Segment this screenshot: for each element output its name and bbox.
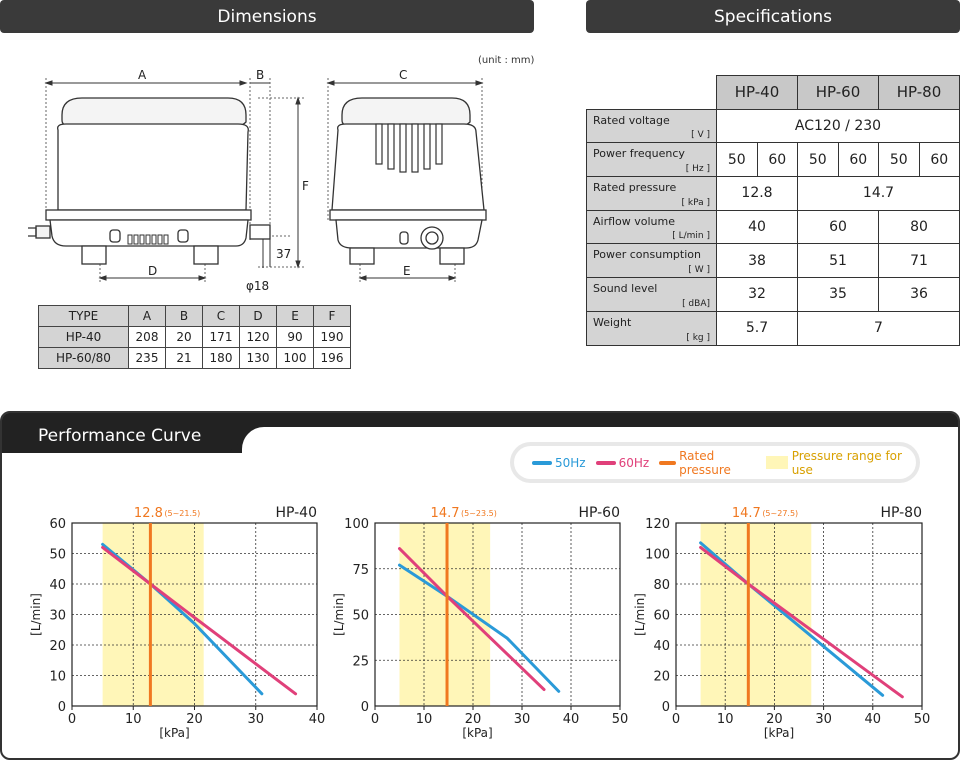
dimensions-header	[0, 0, 534, 33]
spec-unit: [ W ]	[688, 265, 710, 276]
dim-value-cell: 235	[129, 348, 166, 369]
table-row	[587, 177, 960, 211]
dim-value-cell: 100	[277, 348, 314, 369]
dim-value-cell: 180	[203, 348, 240, 369]
spec-value-cell: 7	[798, 311, 960, 345]
spec-value-cell: 12.8	[717, 177, 798, 211]
spec-value-cell: 60	[919, 143, 960, 177]
x-tick-label: 40	[308, 712, 326, 727]
label-37: 37	[276, 247, 292, 261]
dim-header-cell: E	[277, 306, 314, 327]
y-tick-label: 0	[57, 700, 66, 715]
spec-label-cell	[587, 244, 717, 278]
dim-value-cell: 120	[240, 327, 277, 348]
table-row	[587, 210, 960, 244]
label-d: D	[148, 264, 158, 278]
spec-corner-cell	[587, 76, 717, 110]
label-phi: φ18	[246, 279, 270, 293]
spec-value-cell: 14.7	[798, 177, 960, 211]
y-tick-label: 60	[653, 608, 670, 624]
dimensions-title: Dimensions	[217, 6, 317, 27]
y-tick-label: 120	[645, 517, 670, 532]
spec-model-hp60: HP-60	[798, 76, 879, 110]
dim-header-cell: A	[129, 306, 166, 327]
dim-value-cell: 171	[203, 327, 240, 348]
y-tick-label: 20	[653, 669, 670, 685]
spec-unit: [ dBA]	[682, 298, 710, 309]
dim-value-cell: 90	[277, 327, 314, 348]
y-tick-label: 50	[49, 547, 66, 563]
spec-unit: [ kg ]	[686, 332, 710, 343]
y-axis-label: [L/min]	[332, 593, 346, 636]
dim-type-cell: HP-40	[39, 327, 129, 348]
specifications-header	[586, 0, 960, 33]
y-tick-label: 100	[344, 517, 369, 532]
spec-unit: [ Hz ]	[685, 164, 710, 175]
spec-label: Sound level	[593, 282, 658, 296]
performance-panel	[0, 411, 960, 760]
side-view-pump	[330, 98, 486, 264]
y-tick-label: 25	[352, 654, 369, 670]
pressure-range-label: (5~23.5)	[461, 509, 497, 518]
chart-model-label: HP-40	[275, 505, 317, 521]
chart-hp80	[2, 413, 960, 760]
spec-value-cell: 60	[838, 143, 879, 177]
y-tick-label: 75	[352, 562, 369, 578]
spec-value-cell: 35	[798, 278, 879, 312]
x-tick-label: 0	[370, 712, 380, 727]
spec-label: Rated pressure	[593, 181, 677, 195]
rated-pressure-label: 14.7	[430, 506, 460, 521]
spec-value-cell: 5.7	[717, 311, 798, 345]
dimension-table	[38, 305, 351, 369]
y-tick-label: 0	[360, 700, 369, 715]
spec-label-cell	[587, 311, 717, 345]
dim-header-cell: B	[166, 306, 203, 327]
x-tick-label: 30	[247, 712, 265, 727]
x-tick-label: 10	[415, 712, 433, 727]
spec-model-hp40: HP-40	[717, 76, 798, 110]
x-tick-label: 40	[562, 712, 580, 727]
y-tick-label: 60	[49, 517, 66, 532]
y-tick-label: 40	[653, 639, 670, 654]
chart-model-label: HP-60	[578, 505, 620, 521]
dim-value-cell: 190	[314, 327, 351, 348]
arrow-a-right	[240, 81, 246, 85]
x-axis-label: [kPa]	[763, 726, 795, 740]
spec-label-cell	[587, 278, 717, 312]
table-row	[587, 311, 960, 345]
label-b: B	[256, 68, 265, 82]
spec-model-row	[587, 76, 960, 110]
spec-label-cell	[587, 109, 717, 143]
y-tick-label: 40	[49, 578, 66, 593]
dim-header-cell: TYPE	[39, 306, 129, 327]
spec-value-cell: 32	[717, 278, 798, 312]
spec-value-cell: 51	[798, 244, 879, 278]
spec-label: Weight	[593, 315, 632, 329]
label-f: F	[302, 179, 309, 193]
spec-value-cell: 50	[879, 143, 920, 177]
spec-value-cell: 50	[798, 143, 839, 177]
dim-value-cell: 196	[314, 348, 351, 369]
dim-header-cell: F	[314, 306, 351, 327]
rated-pressure-label: 14.7	[731, 506, 761, 521]
y-axis-label: [L/min]	[633, 593, 647, 636]
x-tick-label: 20	[186, 712, 203, 727]
x-axis-label: [kPa]	[462, 726, 493, 740]
dimension-table-header-row	[39, 306, 351, 327]
dimension-drawing	[0, 60, 534, 300]
x-tick-label: 0	[67, 712, 77, 727]
x-tick-label: 20	[464, 712, 482, 727]
x-tick-label: 10	[716, 712, 734, 727]
spec-label: Power consumption	[593, 248, 701, 262]
dim-type-cell: HP-60/80	[39, 348, 129, 369]
dim-value-cell: 130	[240, 348, 277, 369]
x-tick-label: 30	[513, 712, 531, 727]
spec-label: Rated voltage	[593, 113, 670, 127]
x-tick-label: 30	[815, 712, 832, 727]
legend-range-label: Pressure range for use	[791, 448, 902, 477]
table-row	[39, 348, 351, 369]
dim-value-cell: 208	[129, 327, 166, 348]
pressure-range-label: (5~21.5)	[164, 509, 201, 518]
front-view-pump	[28, 98, 270, 264]
spec-unit: [ L/min ]	[672, 231, 710, 242]
x-tick-label: 20	[766, 712, 783, 727]
spec-value-cell: 60	[757, 143, 798, 177]
spec-value-cell: 40	[717, 210, 798, 244]
table-row	[39, 327, 351, 348]
spec-value-cell: 71	[879, 244, 960, 278]
arrow-a-left	[46, 81, 52, 85]
y-tick-label: 100	[645, 547, 670, 563]
label-c: C	[399, 68, 408, 82]
spec-value-cell: 60	[798, 210, 879, 244]
spec-value-cell: AC120 / 230	[717, 109, 960, 143]
legend-60hz-label: 60Hz	[618, 455, 650, 470]
dim-value-cell: 20	[166, 327, 203, 348]
x-axis-label: [kPa]	[159, 726, 190, 740]
table-row	[587, 143, 960, 177]
spec-model-hp80: HP-80	[879, 76, 960, 110]
table-row	[587, 244, 960, 278]
spec-unit: [ V ]	[691, 130, 710, 141]
specifications-title: Specifications	[713, 6, 832, 27]
spec-label-cell	[587, 177, 717, 211]
label-a: A	[138, 68, 147, 82]
dim-value-cell: 21	[166, 348, 203, 369]
rated-pressure-label: 12.8	[133, 506, 163, 521]
spec-value-cell: 38	[717, 244, 798, 278]
legend-50hz-label: 50Hz	[555, 455, 586, 470]
specifications-table	[586, 75, 960, 346]
x-tick-label: 40	[864, 712, 882, 727]
legend-rated-label: Rated pressure	[679, 448, 731, 477]
chart-model-label: HP-80	[880, 505, 922, 521]
spec-value-cell: 36	[879, 278, 960, 312]
y-axis-label: [L/min]	[29, 593, 43, 636]
y-tick-label: 0	[661, 700, 670, 715]
x-tick-label: 10	[124, 712, 142, 727]
table-row	[587, 278, 960, 312]
x-tick-label: 50	[611, 712, 629, 727]
table-row	[587, 109, 960, 143]
dim-header-cell: C	[203, 306, 240, 327]
spec-label-cell	[587, 210, 717, 244]
y-tick-label: 10	[49, 669, 66, 685]
y-tick-label: 50	[352, 608, 369, 624]
y-tick-label: 80	[653, 578, 670, 593]
dim-header-cell: D	[240, 306, 277, 327]
unit-note: (unit : mm)	[478, 55, 535, 66]
spec-label: Power frequency	[593, 147, 685, 161]
performance-title: Performance Curve	[2, 413, 242, 453]
spec-label: Airflow volume	[593, 214, 676, 228]
y-tick-label: 30	[49, 608, 66, 624]
y-tick-label: 20	[49, 639, 66, 654]
x-tick-label: 50	[913, 712, 931, 727]
spec-label-cell	[587, 143, 717, 177]
spec-value-cell: 50	[717, 143, 758, 177]
label-e: E	[403, 264, 411, 278]
x-tick-label: 0	[671, 712, 681, 727]
spec-value-cell: 80	[879, 210, 960, 244]
spec-unit: [ kPa ]	[681, 197, 710, 208]
pressure-range-label: (5~27.5)	[762, 509, 799, 518]
